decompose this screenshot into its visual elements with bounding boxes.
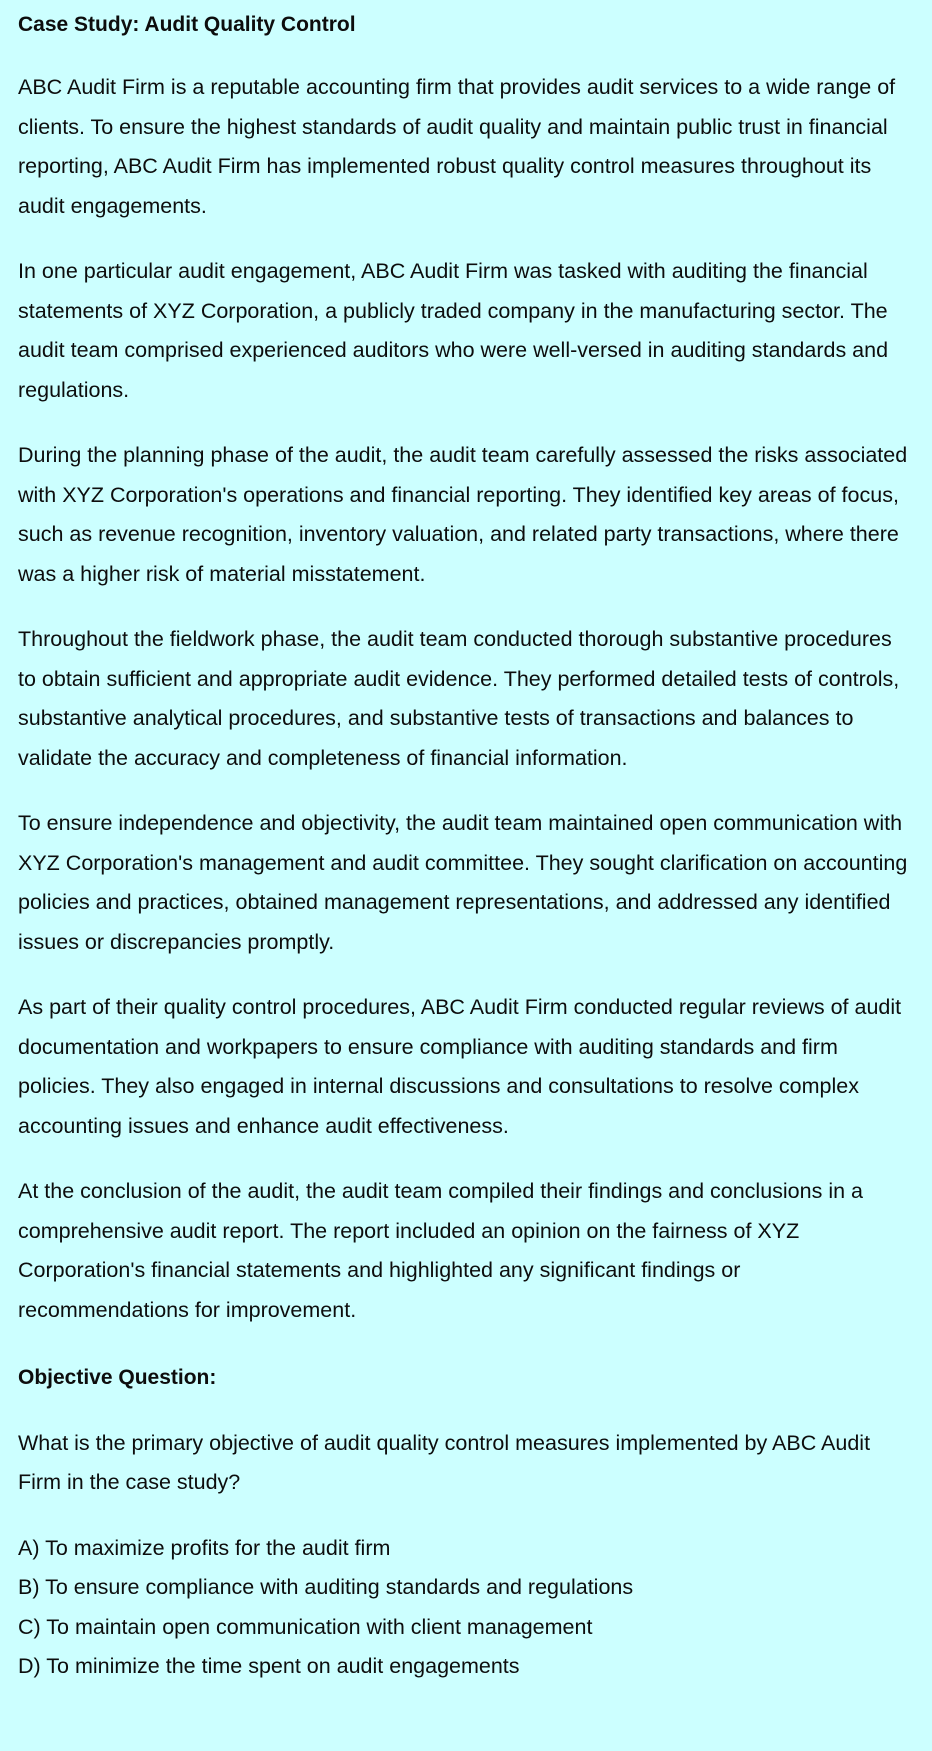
question-heading: Objective Question: [18, 1366, 217, 1389]
paragraph-quality-control: As part of their quality control procedures, ABC Audit Firm conducted regular reviews of audit documentation and workpapers to ensure compliance with auditing standards and firm policies. They also engaged in internal discussions and consultations to resolve complex accounting issues and enhance audit effectiveness. [18, 995, 902, 1138]
option-b: B) To ensure compliance with auditing standards and regulations [18, 1575, 634, 1599]
question-text: What is the primary objective of audit quality control measures implemented by ABC Audit Firm in the case study? [18, 1430, 871, 1494]
option-c: C) To maintain open communication with client management [18, 1614, 593, 1639]
paragraph-engagement: In one particular audit engagement, ABC Audit Firm was tasked with auditing the financial statements of XYZ Corporation, a publicly traded company in the manufacturing sector. The audit team comprised experienced auditors who were well-versed in auditing standards and regulations. [18, 259, 889, 402]
paragraph-intro: ABC Audit Firm is a reputable accounting firm that provides audit services to a wide range of clients. To ensure the highest standards of audit quality and maintain public trust in financial reporting, ABC Audit Firm has implemented robust quality control measures throughout its audit engagements. [18, 75, 896, 218]
answer-options [18, 1529, 914, 1687]
option-d: D) To minimize the time spent on audit engagements [18, 1654, 520, 1678]
option-a: A) To maximize profits for the audit firm [18, 1535, 391, 1560]
paragraph-independence: To ensure independence and objectivity, the audit team maintained open communication with XYZ Corporation's management and audit committee. They sought clarification on accounting policies and practices, obtained management representations, and addressed any identified issues or discrepancies promptly. [18, 811, 908, 954]
case-study-title: Case Study: Audit Quality Control [18, 13, 356, 36]
paragraph-conclusion: At the conclusion of the audit, the audit team compiled their findings and conclusions in a comprehensive audit report. The report included an opinion on the fairness of XYZ Corporation's financial statements and highlighted any significant findings or recommendations for improvement. [18, 1179, 863, 1322]
paragraph-planning: During the planning phase of the audit, the audit team carefully assessed the risks associated with XYZ Corporation's operations and financial reporting. They identified key areas of focus, such as revenue recognition, inventory valuation, and related party transactions, where there was a higher risk of material misstatement. [18, 443, 908, 586]
paragraph-fieldwork: Throughout the fieldwork phase, the audit team conducted thorough substantive procedures to obtain sufficient and appropriate audit evidence. They performed detailed tests of controls, substantive analytical procedures, and substantive tests of transactions and balances to validate the accuracy and completeness of financial information. [18, 627, 900, 770]
